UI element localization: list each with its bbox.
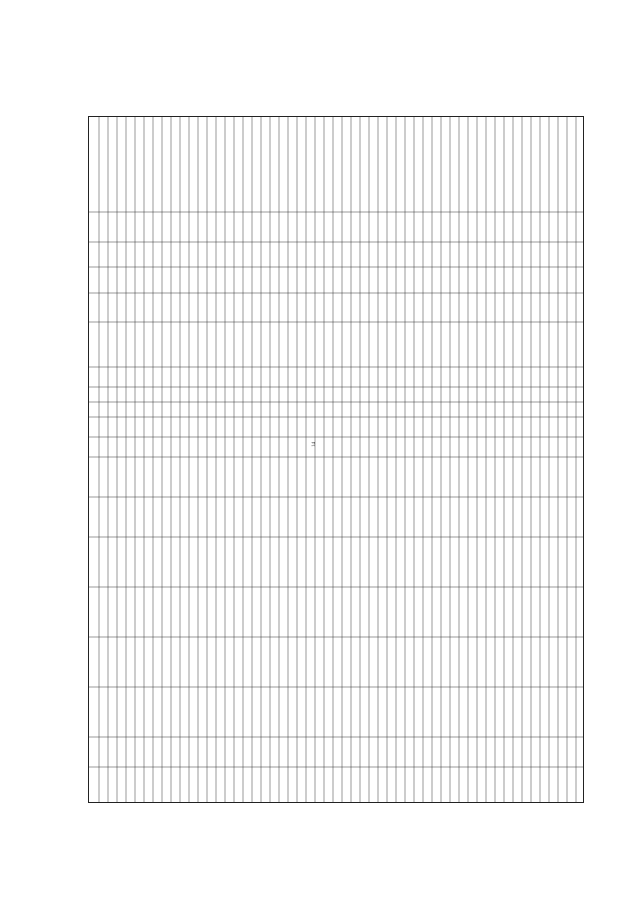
table-grid [89,117,583,802]
rotated-data-table [88,116,584,803]
page-number: 14 [312,442,317,447]
